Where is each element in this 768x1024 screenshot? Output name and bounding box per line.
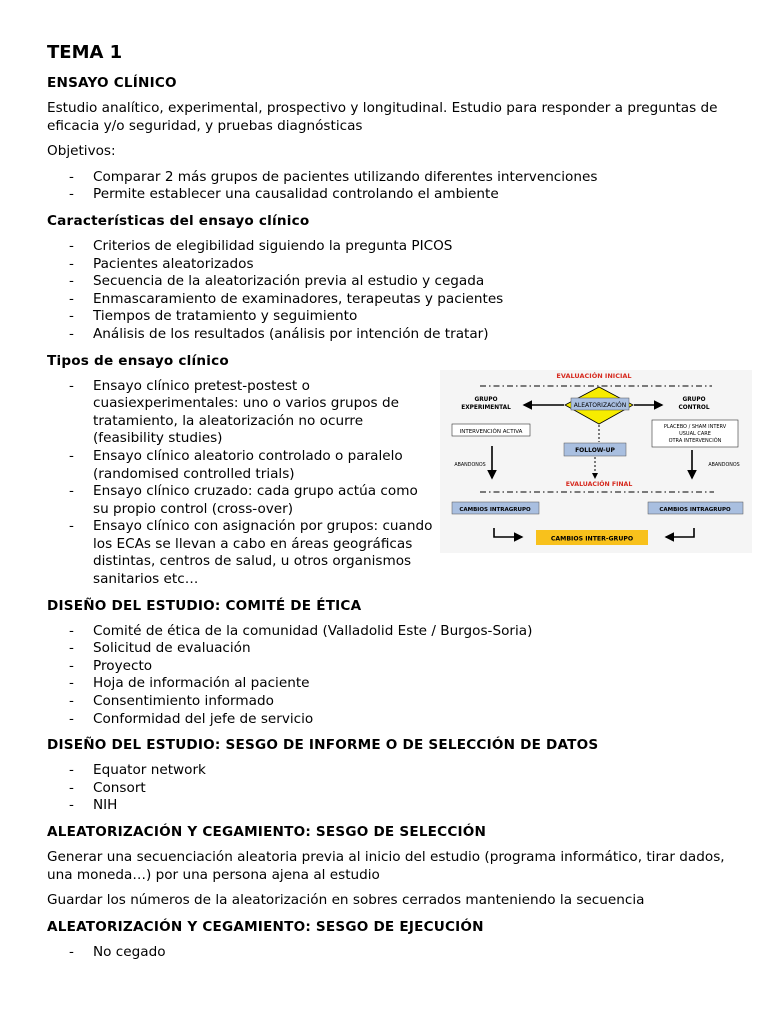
- control-option-usual-care: USUAL CARE: [679, 430, 711, 437]
- grupo-experimental-label-line2: EXPERIMENTAL: [461, 404, 511, 411]
- cambios-intragrupo-left-label: CAMBIOS INTRAGRUPO: [459, 506, 531, 513]
- heading-sesgo-informe: DISEÑO DEL ESTUDIO: SESGO DE INFORME O DE SELECCIÓN DE DATOS: [47, 737, 599, 754]
- list-item: - Proyecto: [47, 658, 737, 676]
- control-option-otra: OTRA INTERVENCIÓN: [668, 437, 722, 444]
- grupo-control-label-line2: CONTROL: [678, 404, 710, 411]
- evaluacion-final-label: EVALUACIÓN FINAL: [565, 480, 633, 488]
- cambios-intragrupo-right-label: CAMBIOS INTRAGRUPO: [659, 506, 731, 513]
- grupo-experimental-label-line1: GRUPO: [474, 396, 498, 403]
- list-item: - Tiempos de tratamiento y seguimiento: [47, 308, 737, 326]
- list-item: - Permite establecer una causalidad controlando el ambiente: [47, 186, 737, 204]
- list-item: - Enmascaramiento de examinadores, terapeutas y pacientes: [47, 291, 737, 309]
- list-item: - Ensayo clínico pretest-postest o cuasiexperimentales: uno o varios grupos de tratamiento, la aleatorización no ocurre (feasibility studies): [47, 378, 437, 448]
- list-item: - Equator network: [47, 762, 737, 780]
- grupo-control-label-line1: GRUPO: [682, 396, 706, 403]
- aleatorizacion-label: ALEATORIZACIÓN: [573, 401, 627, 409]
- tipos-section: [47, 371, 740, 589]
- cambios-intergrupo-label: CAMBIOS INTER-GRUPO: [550, 535, 634, 543]
- abandonos-left-label: ABANDONOS: [454, 462, 486, 468]
- comite-list: [47, 623, 737, 729]
- abandonos-right-label: ABANDONOS: [708, 462, 740, 468]
- sesgo-seleccion-paragraph-1: Generar una secuenciación aleatoria previa al inicio del estudio (programa informático, tirar dados, una moneda…) por una persona ajena al estudio: [47, 849, 725, 883]
- heading-caracteristicas: Características del ensayo clínico: [47, 212, 310, 229]
- list-item: - Pacientes aleatorizados: [47, 256, 737, 274]
- list-item: - Criterios de elegibilidad siguiendo la pregunta PICOS: [47, 238, 737, 256]
- list-item: - No cegado: [47, 944, 737, 962]
- list-item: - Ensayo clínico con asignación por grupos: cuando los ECAs se llevan a cabo en áreas geográficas distintas, centros de salud, u otros organismos sanitarios etc…: [47, 518, 437, 588]
- heading-sesgo-ejecucion: ALEATORIZACIÓN Y CEGAMIENTO: SESGO DE EJECUCIÓN: [47, 918, 484, 935]
- objetivos-label: Objetivos:: [47, 143, 116, 160]
- ensayo-flow-diagram: [440, 370, 752, 553]
- list-item: - Comité de ética de la comunidad (Valladolid Este / Burgos-Soria): [47, 623, 737, 641]
- sesgo-seleccion-paragraph-2: Guardar los números de la aleatorización en sobres cerrados manteniendo la secuencia: [47, 892, 645, 909]
- control-option-placebo: PLACEBO / SHAM INTERV: [663, 423, 727, 430]
- page-title: TEMA 1: [47, 42, 123, 63]
- list-item: - NIH: [47, 797, 737, 815]
- list-item: - Ensayo clínico aleatorio controlado o paralelo (randomised controlled trials): [47, 448, 437, 483]
- list-item: - Consort: [47, 780, 737, 798]
- list-item: - Comparar 2 más grupos de pacientes utilizando diferentes intervenciones: [47, 169, 737, 187]
- objetivos-list: [47, 169, 737, 204]
- document-page: [47, 40, 740, 961]
- list-item: - Ensayo clínico cruzado: cada grupo actúa como su propio control (cross-over): [47, 483, 437, 518]
- heading-ensayo-clinico: ENSAYO CLÍNICO: [47, 75, 177, 91]
- follow-up-label: FOLLOW-UP: [575, 446, 615, 454]
- sesgo-ejecucion-list: [47, 944, 737, 962]
- sesgo-informe-list: [47, 762, 737, 815]
- intervencion-activa-label: INTERVENCIÓN ACTIVA: [459, 428, 523, 435]
- list-item: - Solicitud de evaluación: [47, 640, 737, 658]
- tipos-list: [47, 378, 437, 589]
- ensayo-description: Estudio analítico, experimental, prospectivo y longitudinal. Estudio para responder a preguntas de eficacia y/o seguridad, y pruebas diagnósticas: [47, 100, 718, 134]
- evaluacion-inicial-label: EVALUACIÓN INICIAL: [556, 371, 632, 380]
- caracteristicas-list: [47, 238, 737, 344]
- list-item: - Secuencia de la aleatorización previa al estudio y cegada: [47, 273, 737, 291]
- list-item: - Análisis de los resultados (análisis por intención de tratar): [47, 326, 737, 344]
- heading-comite-etica: DISEÑO DEL ESTUDIO: COMITÉ DE ÉTICA: [47, 597, 362, 614]
- heading-sesgo-seleccion: ALEATORIZACIÓN Y CEGAMIENTO: SESGO DE SELECCIÓN: [47, 824, 487, 840]
- heading-tipos: Tipos de ensayo clínico: [47, 352, 229, 369]
- list-item: - Consentimiento informado: [47, 693, 737, 711]
- list-item: - Hoja de información al paciente: [47, 675, 737, 693]
- list-item: - Conformidad del jefe de servicio: [47, 711, 737, 729]
